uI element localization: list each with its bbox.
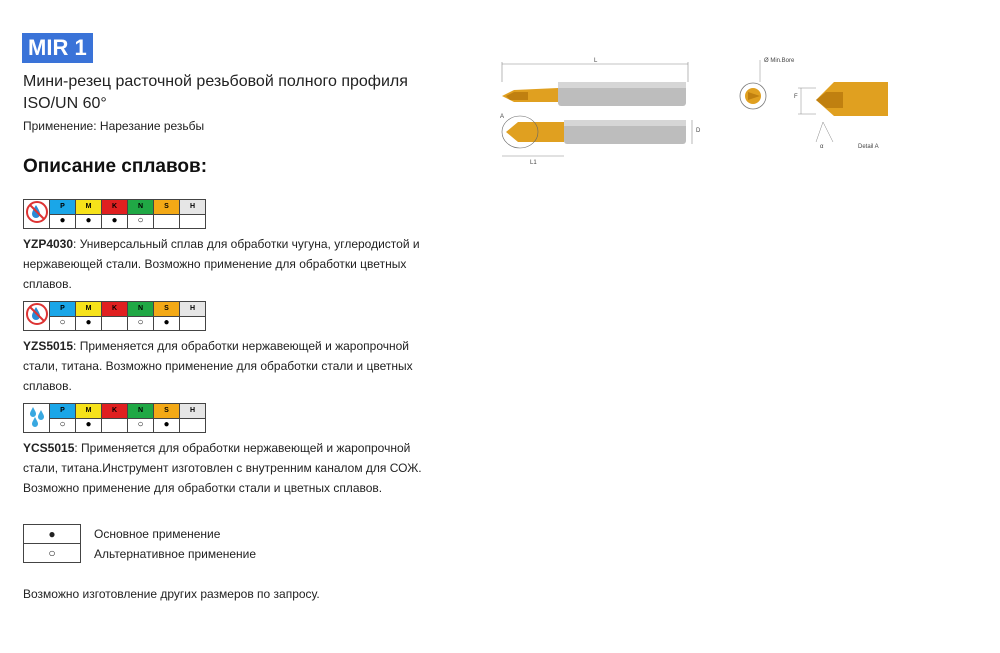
detail-a-marker: A [500, 114, 505, 120]
mark-p: ○ [50, 316, 76, 331]
group-m-header: M [76, 404, 102, 419]
grade-table-3 [23, 403, 206, 433]
mark-h [180, 418, 206, 433]
mark-h [180, 214, 206, 229]
grade-code: YZP4030 [23, 237, 74, 251]
group-k-header: K [102, 200, 128, 215]
detail-a-label: Detail A [858, 144, 879, 150]
grade-text-line-3: сплавов. [23, 277, 72, 291]
dim-f-label: F [794, 94, 798, 100]
footer-note: Возможно изготовление других размеров по запросу. [23, 587, 320, 601]
tool-drawing [498, 52, 898, 172]
mark-k [102, 316, 128, 331]
group-s-header: S [154, 200, 180, 215]
alpha-angle-label: α [820, 144, 824, 150]
no-coolant-icon [24, 302, 50, 331]
legend-alternative-label: Альтернативное применение [94, 547, 257, 561]
grade-description-1 [23, 234, 443, 294]
mark-m: ● [76, 316, 102, 331]
group-p-header: P [50, 200, 76, 215]
grade-text-line-2: стали, титана.Инструмент изготовлен с внутренним каналом для СОЖ. [23, 461, 422, 475]
alloys-heading: Описание сплавов: [23, 156, 208, 177]
grade-text-line-3: сплавов. [23, 379, 72, 393]
grade-text-line-1: : Универсальный сплав для обработки чугуна, углеродистой и [73, 237, 420, 251]
group-h-header: H [180, 404, 206, 419]
min-bore-label: Ø Min.Bore [764, 58, 795, 64]
application-text: Применение: Нарезание резьбы [23, 119, 205, 133]
mark-m: ● [76, 214, 102, 229]
grade-code: YZS5015 [23, 339, 74, 353]
mark-m: ● [76, 418, 102, 433]
grade-text-line-2: нержавеющей стали. Возможно применение для обработки цветных [23, 257, 407, 271]
grade-text-line-1: : Применяется для обработки нержавеющей и жаропрочной [73, 339, 409, 353]
group-n-header: N [128, 302, 154, 317]
mark-k [102, 418, 128, 433]
legend-primary-symbol: ● [24, 525, 81, 544]
dim-d-label: D [696, 128, 701, 134]
group-s-header: S [154, 404, 180, 419]
group-m-header: M [76, 200, 102, 215]
grade-text-line-2: стали, титана. Возможно применение для обработки стали и цветных [23, 359, 413, 373]
group-h-header: H [180, 302, 206, 317]
mark-n: ○ [128, 214, 154, 229]
mark-p: ○ [50, 418, 76, 433]
grade-text-line-3: Возможно применение для обработки стали и цветных сплавов. [23, 481, 383, 495]
mark-s: ● [154, 418, 180, 433]
group-m-header: M [76, 302, 102, 317]
grade-table-2 [23, 301, 206, 331]
grade-description-2 [23, 336, 443, 396]
group-s-header: S [154, 302, 180, 317]
coolant-drops-icon [24, 404, 50, 433]
grade-description-3 [23, 438, 443, 498]
tool-end-view [740, 58, 795, 109]
grade-text-line-1: : Применяется для обработки нержавеющей и жаропрочной [74, 441, 411, 455]
no-coolant-icon [24, 200, 50, 229]
mark-n: ○ [128, 418, 154, 433]
dim-l-label: L [594, 58, 598, 64]
group-p-header: P [50, 302, 76, 317]
legend-alternative-symbol: ○ [24, 544, 81, 563]
mark-h [180, 316, 206, 331]
group-k-header: K [102, 302, 128, 317]
grade-table-1 [23, 199, 206, 229]
dim-l1-label: L1 [530, 160, 537, 166]
mark-p: ● [50, 214, 76, 229]
product-code-badge: MIR 1 [22, 33, 93, 63]
product-subtitle [23, 71, 408, 115]
legend-table [23, 524, 81, 563]
tool-side-view [502, 58, 688, 106]
group-k-header: K [102, 404, 128, 419]
tool-bottom-view [500, 114, 701, 166]
mark-k: ● [102, 214, 128, 229]
mark-n: ○ [128, 316, 154, 331]
group-n-header: N [128, 404, 154, 419]
grade-code: YCS5015 [23, 441, 75, 455]
group-h-header: H [180, 200, 206, 215]
mark-s [154, 214, 180, 229]
detail-view [794, 82, 888, 150]
group-p-header: P [50, 404, 76, 419]
group-n-header: N [128, 200, 154, 215]
mark-s: ● [154, 316, 180, 331]
subtitle-line-1: Мини-резец расточной резьбовой полного профиля [23, 73, 408, 90]
legend-primary-label: Основное применение [94, 527, 221, 541]
subtitle-line-2: ISO/UN 60° [23, 95, 107, 112]
